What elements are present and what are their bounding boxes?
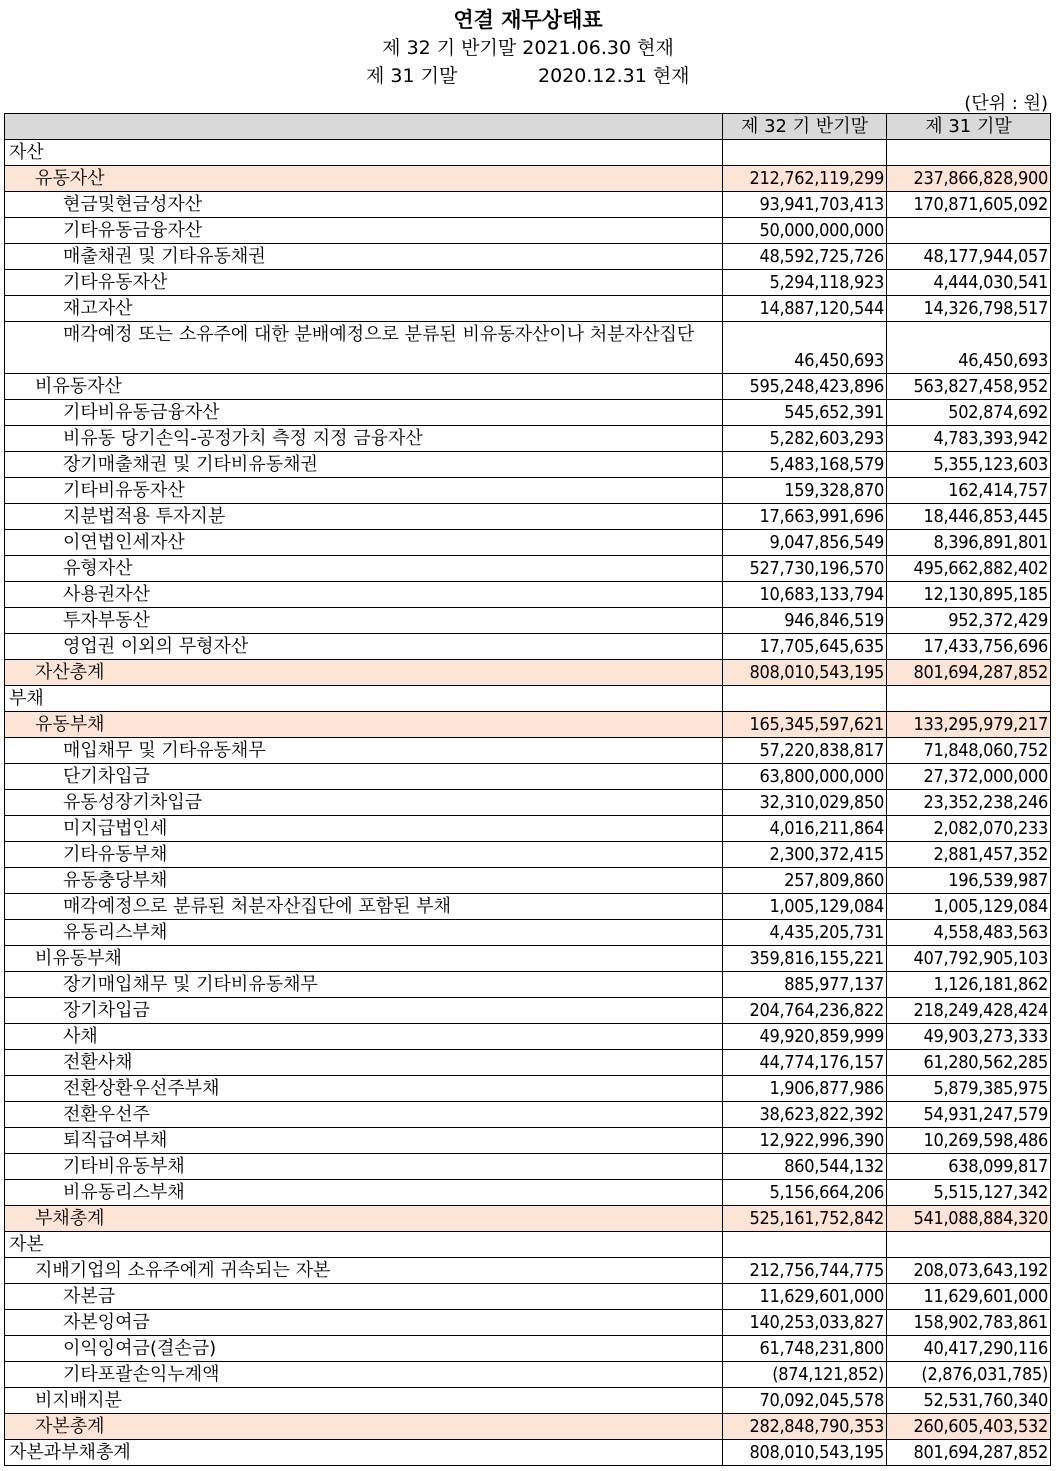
table-row	[5, 1310, 1051, 1336]
table-row	[5, 1180, 1051, 1206]
table-row	[5, 738, 1051, 764]
table-row	[5, 1336, 1051, 1362]
prior-period-value: 208,073,643,192	[887, 1258, 1051, 1284]
account-name: 퇴직급여부채	[5, 1128, 723, 1154]
table-row	[5, 1050, 1051, 1076]
prior-period-value: 1,005,129,084	[887, 894, 1051, 920]
account-name: 지배기업의 소유주에게 귀속되는 자본	[5, 1258, 723, 1284]
table-row	[5, 374, 1051, 400]
current-period-value: 17,663,991,696	[723, 504, 887, 530]
account-name: 투자부동산	[5, 608, 723, 634]
prior-period-value: 4,783,393,942	[887, 426, 1051, 452]
current-period-value	[723, 686, 887, 712]
prior-period-value: 17,433,756,696	[887, 634, 1051, 660]
table-row	[5, 894, 1051, 920]
prior-period-value: 162,414,757	[887, 478, 1051, 504]
prior-period-value: 563,827,458,952	[887, 374, 1051, 400]
account-name: 자본	[5, 1232, 723, 1258]
prior-period-value: 5,355,123,603	[887, 452, 1051, 478]
account-name: 장기매출채권 및 기타비유동채권	[5, 452, 723, 478]
current-period-value: 10,683,133,794	[723, 582, 887, 608]
prior-period-value: 801,694,287,852	[887, 660, 1051, 686]
current-period-value: 32,310,029,850	[723, 790, 887, 816]
table-row	[5, 608, 1051, 634]
account-name: 장기매입채무 및 기타비유동채무	[5, 972, 723, 998]
prior-period-value: 5,879,385,975	[887, 1076, 1051, 1102]
current-period-value: 5,156,664,206	[723, 1180, 887, 1206]
account-name: 매입채무 및 기타유동채무	[5, 738, 723, 764]
current-period-value	[723, 140, 887, 166]
prior-period-value: 218,249,428,424	[887, 998, 1051, 1024]
current-period-value: 11,629,601,000	[723, 1284, 887, 1310]
prior-period-value: 71,848,060,752	[887, 738, 1051, 764]
table-row	[5, 1102, 1051, 1128]
table-row	[5, 322, 1051, 374]
prior-period-value: 27,372,000,000	[887, 764, 1051, 790]
table-row	[5, 712, 1051, 738]
current-period-value: 808,010,543,195	[723, 660, 887, 686]
prior-period-value: 14,326,798,517	[887, 296, 1051, 322]
account-name: 기타유동부채	[5, 842, 723, 868]
current-period-value: 50,000,000,000	[723, 218, 887, 244]
current-period-value: 527,730,196,570	[723, 556, 887, 582]
prior-period-value: 4,558,483,563	[887, 920, 1051, 946]
table-row	[5, 1440, 1051, 1466]
account-name: 부채총계	[5, 1206, 723, 1232]
account-name: 기타비유동금융자산	[5, 400, 723, 426]
current-period-value: 17,705,645,635	[723, 634, 887, 660]
account-name: 매각예정 또는 소유주에 대한 분배예정으로 분류된 비유동자산이나 처분자산집단	[5, 322, 723, 374]
current-period-value: 204,764,236,822	[723, 998, 887, 1024]
prior-period-value: 1,126,181,862	[887, 972, 1051, 998]
account-name: 자본과부채총계	[5, 1440, 723, 1466]
table-row	[5, 296, 1051, 322]
current-period-value: 545,652,391	[723, 400, 887, 426]
table-row	[5, 556, 1051, 582]
period-prior-label: 제 31 기말	[366, 65, 458, 87]
table-row	[5, 244, 1051, 270]
account-name: 유동성장기차입금	[5, 790, 723, 816]
table-row	[5, 400, 1051, 426]
account-name: 기타포괄손익누계액	[5, 1362, 723, 1388]
prior-period-value: 18,446,853,445	[887, 504, 1051, 530]
current-period-value: 4,435,205,731	[723, 920, 887, 946]
prior-period-value: 801,694,287,852	[887, 1440, 1051, 1466]
table-body	[5, 140, 1051, 1466]
account-name: 기타비유동부채	[5, 1154, 723, 1180]
current-period-value: 38,623,822,392	[723, 1102, 887, 1128]
account-name: 유동자산	[5, 166, 723, 192]
table-header-row	[5, 114, 1051, 140]
prior-period-value: 8,396,891,801	[887, 530, 1051, 556]
account-name: 부채	[5, 686, 723, 712]
account-name: 자산총계	[5, 660, 723, 686]
prior-period-value: 49,903,273,333	[887, 1024, 1051, 1050]
current-period-value: 595,248,423,896	[723, 374, 887, 400]
account-name: 유동충당부채	[5, 868, 723, 894]
account-name: 전환상환우선주부채	[5, 1076, 723, 1102]
current-period-value: 860,544,132	[723, 1154, 887, 1180]
account-name: 재고자산	[5, 296, 723, 322]
table-row	[5, 1388, 1051, 1414]
current-period-value: 257,809,860	[723, 868, 887, 894]
prior-period-value: 48,177,944,057	[887, 244, 1051, 270]
table-row	[5, 946, 1051, 972]
balance-sheet-table	[4, 113, 1051, 1466]
prior-period-value: 4,444,030,541	[887, 270, 1051, 296]
table-row	[5, 1024, 1051, 1050]
current-period-value: 5,294,118,923	[723, 270, 887, 296]
current-period-value: 70,092,045,578	[723, 1388, 887, 1414]
current-period-value: 159,328,870	[723, 478, 887, 504]
table-row	[5, 1414, 1051, 1440]
table-row	[5, 842, 1051, 868]
prior-period-value: 170,871,605,092	[887, 192, 1051, 218]
account-name: 기타유동자산	[5, 270, 723, 296]
current-period-value: 46,450,693	[723, 322, 887, 374]
current-period-value: 14,887,120,544	[723, 296, 887, 322]
table-row	[5, 478, 1051, 504]
account-name: 비지배지분	[5, 1388, 723, 1414]
statement-title: 연결 재무상태표	[453, 8, 603, 32]
prior-period-value: 40,417,290,116	[887, 1336, 1051, 1362]
period-current: 제 32 기 반기말 2021.06.30 현재	[382, 37, 674, 59]
table-row	[5, 1362, 1051, 1388]
prior-period-value: 158,902,783,861	[887, 1310, 1051, 1336]
period-prior	[0, 61, 1056, 87]
current-period-value: 359,816,155,221	[723, 946, 887, 972]
current-period-value: 1,005,129,084	[723, 894, 887, 920]
prior-period-value: 638,099,817	[887, 1154, 1051, 1180]
table-row	[5, 790, 1051, 816]
prior-period-value: 10,269,598,486	[887, 1128, 1051, 1154]
header-current-period: 제 32 기 반기말	[723, 114, 887, 140]
current-period-value: 61,748,231,800	[723, 1336, 887, 1362]
prior-period-value: 52,531,760,340	[887, 1388, 1051, 1414]
current-period-value: 140,253,033,827	[723, 1310, 887, 1336]
current-period-value: 212,762,119,299	[723, 166, 887, 192]
table-row	[5, 686, 1051, 712]
current-period-value: 5,282,603,293	[723, 426, 887, 452]
account-name: 비유동 당기손익-공정가치 측정 지정 금융자산	[5, 426, 723, 452]
table-row	[5, 192, 1051, 218]
account-name: 유형자산	[5, 556, 723, 582]
prior-period-value: 2,082,070,233	[887, 816, 1051, 842]
table-row	[5, 816, 1051, 842]
current-period-value: 165,345,597,621	[723, 712, 887, 738]
prior-period-value: 407,792,905,103	[887, 946, 1051, 972]
account-name: 미지급법인세	[5, 816, 723, 842]
account-name: 전환우선주	[5, 1102, 723, 1128]
account-name: 자본잉여금	[5, 1310, 723, 1336]
account-name: 사용권자산	[5, 582, 723, 608]
account-name: 이익잉여금(결손금)	[5, 1336, 723, 1362]
prior-period-value: 5,515,127,342	[887, 1180, 1051, 1206]
table-row	[5, 1076, 1051, 1102]
account-name: 장기차입금	[5, 998, 723, 1024]
table-row	[5, 270, 1051, 296]
current-period-value: 525,161,752,842	[723, 1206, 887, 1232]
table-row	[5, 140, 1051, 166]
current-period-value: 48,592,725,726	[723, 244, 887, 270]
account-name: 자본금	[5, 1284, 723, 1310]
current-period-value: 12,922,996,390	[723, 1128, 887, 1154]
prior-period-value: 541,088,884,320	[887, 1206, 1051, 1232]
current-period-value: 57,220,838,817	[723, 738, 887, 764]
account-name: 영업권 이외의 무형자산	[5, 634, 723, 660]
prior-period-value: 196,539,987	[887, 868, 1051, 894]
current-period-value: 44,774,176,157	[723, 1050, 887, 1076]
table-row	[5, 166, 1051, 192]
unit-label: (단위 : 원)	[964, 93, 1048, 114]
table-row	[5, 582, 1051, 608]
current-period-value: 808,010,543,195	[723, 1440, 887, 1466]
period-prior-date: 2020.12.31 현재	[538, 65, 690, 87]
current-period-value: 63,800,000,000	[723, 764, 887, 790]
table-row	[5, 634, 1051, 660]
prior-period-value: 2,881,457,352	[887, 842, 1051, 868]
prior-period-value: 260,605,403,532	[887, 1414, 1051, 1440]
account-name: 사채	[5, 1024, 723, 1050]
prior-period-value: 133,295,979,217	[887, 712, 1051, 738]
account-name: 기타유동금융자산	[5, 218, 723, 244]
table-row	[5, 660, 1051, 686]
current-period-value: 885,977,137	[723, 972, 887, 998]
table-row	[5, 1206, 1051, 1232]
account-name: 전환사채	[5, 1050, 723, 1076]
table-row	[5, 1284, 1051, 1310]
current-period-value: 49,920,859,999	[723, 1024, 887, 1050]
current-period-value: 9,047,856,549	[723, 530, 887, 556]
account-name: 유동부채	[5, 712, 723, 738]
table-row	[5, 530, 1051, 556]
prior-period-value: 12,130,895,185	[887, 582, 1051, 608]
table-row	[5, 1128, 1051, 1154]
prior-period-value: (2,876,031,785)	[887, 1362, 1051, 1388]
current-period-value: (874,121,852)	[723, 1362, 887, 1388]
prior-period-value: 502,874,692	[887, 400, 1051, 426]
current-period-value: 93,941,703,413	[723, 192, 887, 218]
table-row	[5, 972, 1051, 998]
table-row	[5, 426, 1051, 452]
prior-period-value: 237,866,828,900	[887, 166, 1051, 192]
table-row	[5, 1154, 1051, 1180]
table-row	[5, 1232, 1051, 1258]
prior-period-value	[887, 218, 1051, 244]
current-period-value: 4,016,211,864	[723, 816, 887, 842]
account-name: 지분법적용 투자지분	[5, 504, 723, 530]
prior-period-value: 11,629,601,000	[887, 1284, 1051, 1310]
current-period-value: 946,846,519	[723, 608, 887, 634]
table-row	[5, 998, 1051, 1024]
account-name: 이연법인세자산	[5, 530, 723, 556]
table-row	[5, 868, 1051, 894]
table-row	[5, 920, 1051, 946]
current-period-value: 5,483,168,579	[723, 452, 887, 478]
table-row	[5, 764, 1051, 790]
account-name: 유동리스부채	[5, 920, 723, 946]
account-name: 자산	[5, 140, 723, 166]
account-name: 비유동부채	[5, 946, 723, 972]
table-row	[5, 218, 1051, 244]
prior-period-value: 952,372,429	[887, 608, 1051, 634]
prior-period-value: 61,280,562,285	[887, 1050, 1051, 1076]
account-name: 단기차입금	[5, 764, 723, 790]
account-name: 매출채권 및 기타유동채권	[5, 244, 723, 270]
prior-period-value: 54,931,247,579	[887, 1102, 1051, 1128]
prior-period-value	[887, 686, 1051, 712]
prior-period-value	[887, 140, 1051, 166]
table-row	[5, 452, 1051, 478]
table-row	[5, 1258, 1051, 1284]
prior-period-value: 495,662,882,402	[887, 556, 1051, 582]
account-name: 현금및현금성자산	[5, 192, 723, 218]
header-prior-period: 제 31 기말	[887, 114, 1051, 140]
prior-period-value: 46,450,693	[887, 322, 1051, 374]
current-period-value: 2,300,372,415	[723, 842, 887, 868]
current-period-value: 282,848,790,353	[723, 1414, 887, 1440]
prior-period-value	[887, 1232, 1051, 1258]
account-name: 매각예정으로 분류된 처분자산집단에 포함된 부채	[5, 894, 723, 920]
current-period-value	[723, 1232, 887, 1258]
prior-period-value: 23,352,238,246	[887, 790, 1051, 816]
account-name: 기타비유동자산	[5, 478, 723, 504]
current-period-value: 212,756,744,775	[723, 1258, 887, 1284]
table-row	[5, 504, 1051, 530]
current-period-value: 1,906,877,986	[723, 1076, 887, 1102]
account-name: 비유동자산	[5, 374, 723, 400]
account-name: 비유동리스부채	[5, 1180, 723, 1206]
account-name: 자본총계	[5, 1414, 723, 1440]
header-account	[5, 114, 723, 140]
